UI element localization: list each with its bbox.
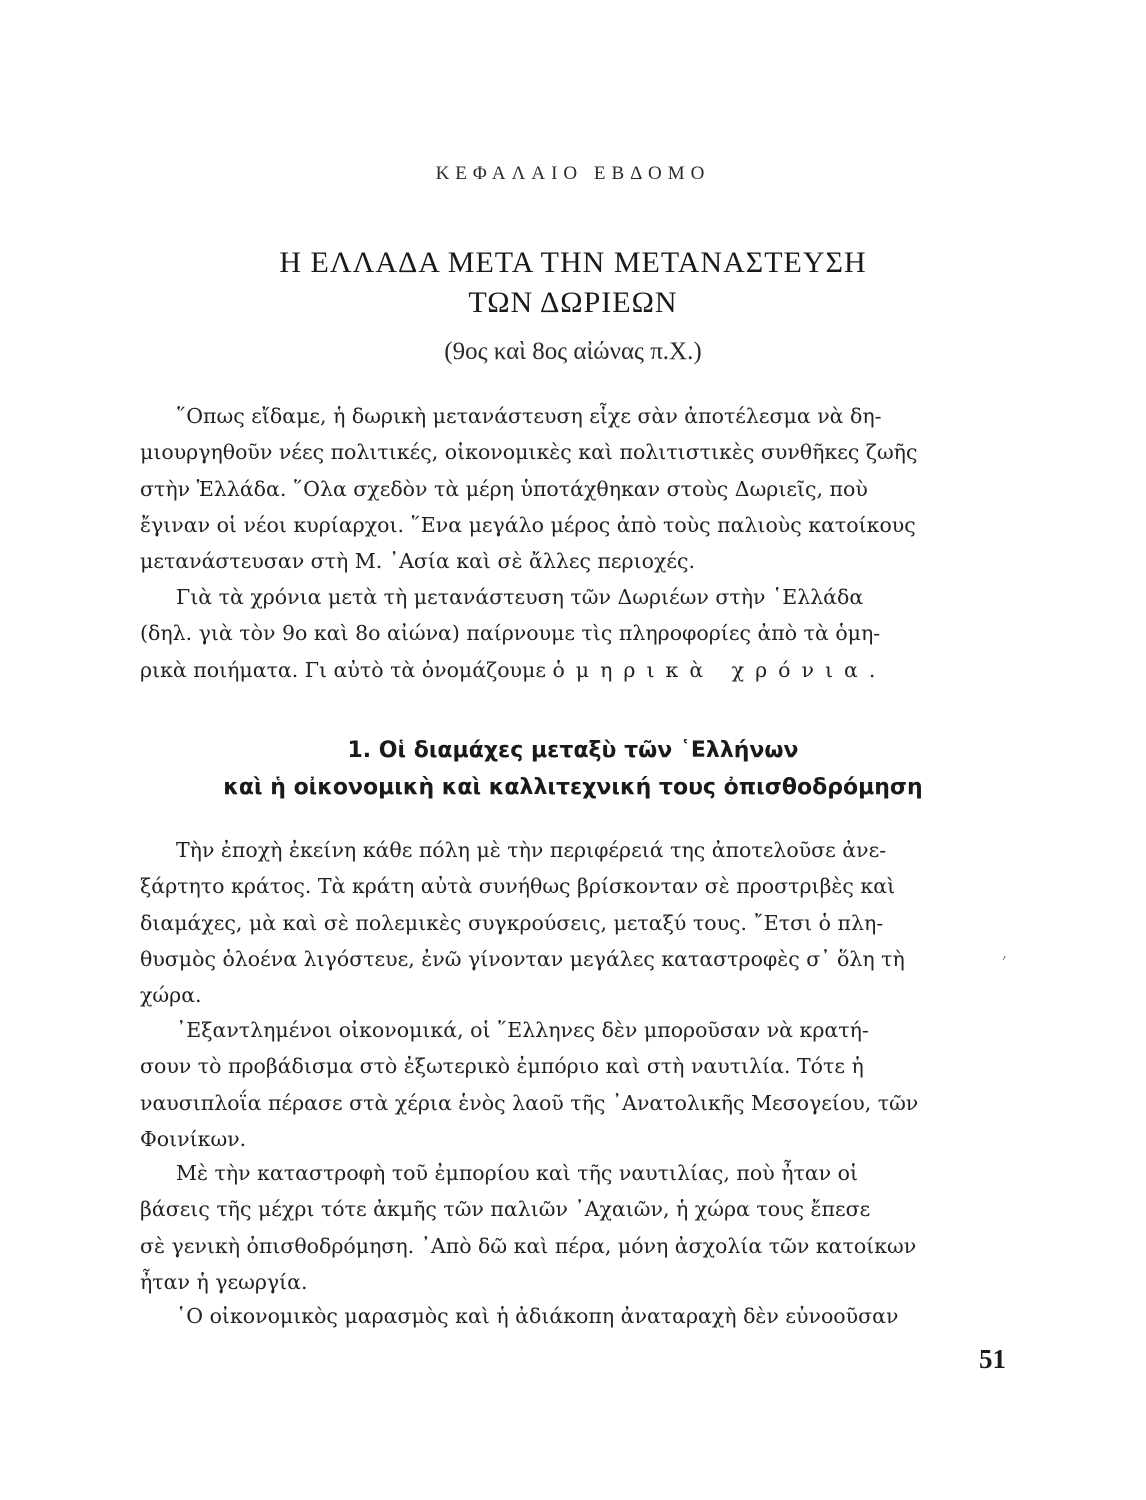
section-paragraph-4 — [140, 1298, 990, 1334]
text-line: βάσεις τῆς μέχρι τότε ἀκμῆς τῶν παλιῶν ᾿Αχαιῶν, ἡ χώρα τους ἔπεσε — [140, 1197, 871, 1222]
section-paragraph-1 — [140, 832, 990, 1013]
text-line: ῾Ο οἰκονομικὸς μαρασμὸς καὶ ἡ ἀδιάκοπη ἀναταραχὴ δὲν εὐνοοῦσαν — [176, 1304, 899, 1328]
text-line: σουν τὸ προβάδισμα στὸ ἐξωτερικὸ ἐμπόριο καὶ στὴ ναυτιλία. Τότε ἡ — [140, 1054, 864, 1079]
text-line: (δηλ. γιὰ τὸν 9ο καὶ 8ο αἰώνα) παίρνουμε τὶς πληροφορίες ἀπὸ τὰ ὁμη- — [140, 621, 881, 646]
chapter-title-line-1: Η ΕΛΛΑΔΑ ΜΕΤΑ ΤΗΝ ΜΕΤΑΝΑΣΤΕΥΣΗ — [279, 246, 867, 279]
text-line: ξάρτητο κράτος. Τὰ κράτη αὐτὰ συνήθως βρίσκονταν σὲ προστριβὲς καὶ — [140, 874, 896, 899]
text-line: στὴν Ἑλλάδα. ῞Ολα σχεδὸν τὰ μέρη ὑποτάχθηκαν στοὺς Δωριεῖς, ποὺ — [140, 476, 868, 501]
section-paragraph-3 — [140, 1155, 990, 1300]
text-line: θυσμὸς ὁλοένα λιγόστευε, ἐνῶ γίνονταν μεγάλες καταστροφὲς σ᾿ ὅλη τὴ — [140, 946, 905, 971]
text-line — [140, 652, 990, 688]
text-line: Φοινίκων. — [140, 1126, 247, 1151]
text-line: ἔγιναν οἱ νέοι κυρίαρχοι. ῞Ενα μεγάλο μέρος ἀπὸ τοὺς παλιοὺς κατοίκους — [140, 512, 916, 537]
text-line: Μὲ τὴν καταστροφὴ τοῦ ἐμπορίου καὶ τῆς ναυτιλίας, ποὺ ἦταν οἱ — [176, 1161, 859, 1185]
text-line-start: ρικὰ ποιήματα. Γι αὐτὸ τὰ ὀνομάζουμε — [140, 657, 546, 682]
text-line: Τὴν ἐποχὴ ἐκείνη κάθε πόλη μὲ τὴν περιφέρειά της ἀποτελοῦσε ἀνε- — [176, 838, 887, 862]
text-line: ᾿Εξαντλημένοι οἰκονομικά, οἱ ῞Ελληνες δὲν μποροῦσαν νὰ κρατή- — [176, 1018, 869, 1042]
spaced-emphasis: ὁμηρικὰ χρόνια. — [552, 657, 887, 682]
section-heading-line-2: καὶ ἡ οἰκονομικὴ καὶ καλλιτεχνική τους ὀπισθοδρόμηση — [223, 775, 923, 800]
intro-paragraph-1 — [140, 398, 990, 579]
text-line: ἦταν ἡ γεωργία. — [140, 1269, 308, 1294]
text-line: διαμάχες, μὰ καὶ σὲ πολεμικὲς συγκρούσεις, μεταξύ τους. ῎Ετσι ὁ πλη- — [140, 910, 884, 935]
chapter-subtitle: (9ος καὶ 8ος αἰώνας π.Χ.) — [444, 338, 702, 365]
section-heading — [0, 732, 1146, 806]
section-paragraph-2 — [140, 1012, 990, 1157]
text-line: ναυσιπλοΐα πέρασε στὰ χέρια ἑνὸς λαοῦ τῆς ᾿Ανατολικῆς Μεσογείου, τῶν — [140, 1090, 919, 1115]
chapter-title-line-2: ΤΩΝ ΔΩΡΙΕΩΝ — [468, 286, 678, 319]
text-line: μετανάστευσαν στὴ Μ. ᾿Ασία καὶ σὲ ἄλλες περιοχές. — [140, 549, 696, 574]
section-heading-line-1: 1. Οἱ διαμάχες μεταξὺ τῶν ῾Ελλήνων — [347, 738, 799, 763]
intro-paragraph-2 — [140, 579, 990, 688]
text-line: Γιὰ τὰ χρόνια μετὰ τὴ μετανάστευση τῶν Δωριέων στὴν ῾Ελλάδα — [176, 585, 864, 609]
text-line: μιουργηθοῦν νέες πολιτικές, οἰκονομικὲς καὶ πολιτιστικὲς συνθῆκες ζωῆς — [140, 440, 918, 465]
chapter-title — [0, 243, 1146, 323]
chapter-label: ΚΕΦΑΛΑΙΟ ΕΒΔΟΜΟ — [435, 163, 711, 184]
text-line: σὲ γενικὴ ὀπισθοδρόμηση. ᾿Απὸ δῶ καὶ πέρα, μόνη ἀσχολία τῶν κατοίκων — [140, 1233, 917, 1258]
margin-mark: , — [1002, 943, 1008, 962]
text-line: χώρα. — [140, 983, 202, 1008]
page-number: 51 — [979, 1344, 1006, 1374]
text-line: ῞Οπως εἴδαμε, ἡ δωρικὴ μετανάστευση εἶχε σὰν ἀποτέλεσμα νὰ δη- — [176, 404, 882, 428]
